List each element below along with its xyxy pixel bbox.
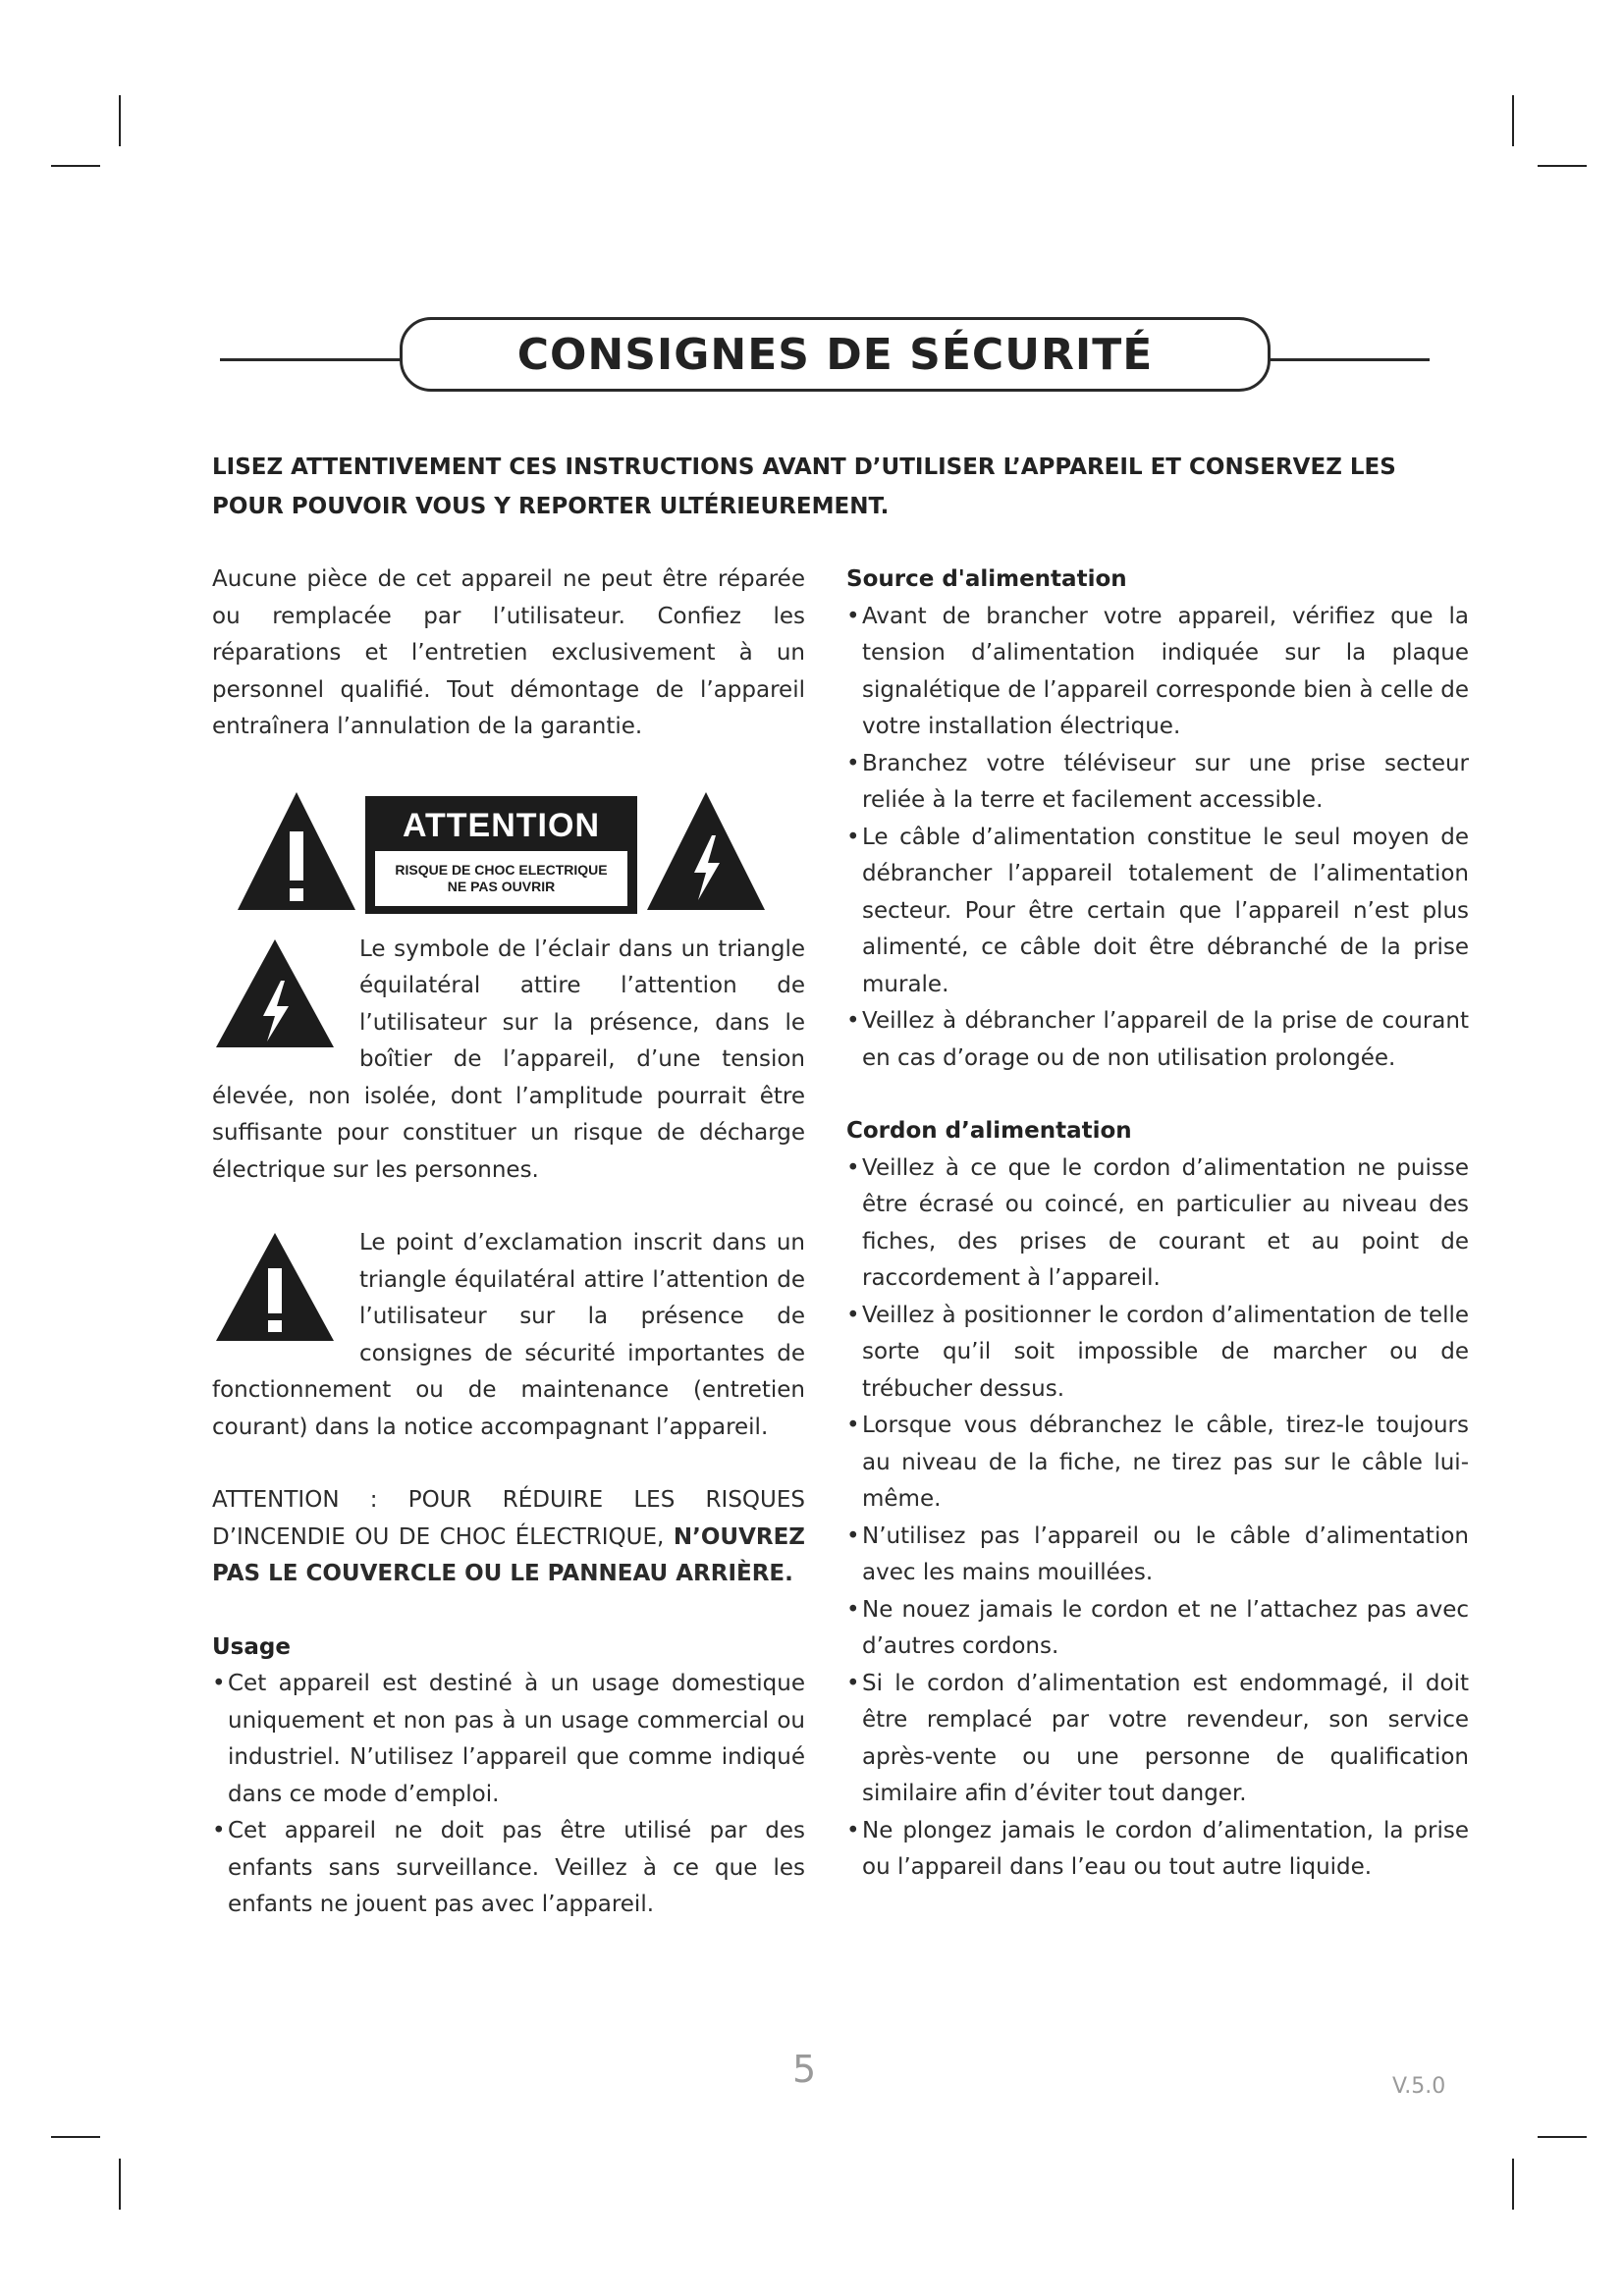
lightning-text: Le symbole de l’éclair dans un triangle équilatéral attire l’attention de l’utilisateur sur la présence, dans le boîtier de l’appareil, d’une tension élevée, non isolée, dont l’amplitude pourrait être suffisante pour constituer un risque de décharge électrique sur les personnes. — [212, 935, 805, 1183]
list-item: • Le câble d’alimentation constitue le seul moyen de débrancher l’appareil totalement de l’alimentation secteur. Pour être certain que l’appareil n’est plus alimenté, ce câble doit être débranché de la prise murale. — [846, 820, 1469, 1004]
attention-heading: ATTENTION — [402, 806, 600, 844]
list-item: • Ne nouez jamais le cordon et ne l’attachez pas avec d’autres cordons. — [846, 1592, 1469, 1666]
attention-label-row — [234, 788, 805, 914]
list-item: • Cet appareil est destiné à un usage domestique uniquement et non pas à un usage commercial ou industriel. N’utilisez l’appareil que comme indiqué dans ce mode d’emploi. — [212, 1666, 805, 1813]
crop-mark — [1512, 95, 1514, 146]
list-item: • N’utilisez pas l’appareil ou le câble d’alimentation avec les mains mouillées. — [846, 1519, 1469, 1592]
exclamation-triangle-icon — [234, 788, 359, 914]
list-item: • Si le cordon d’alimentation est endommagé, il doit être remplacé par votre revendeur, son service après-vente ou une personne de qualification similaire afin d’éviter tout danger. — [846, 1666, 1469, 1813]
list-item: • Ne plongez jamais le cordon d’alimentation, la prise ou l’appareil dans l’eau ou tout autre liquide. — [846, 1813, 1469, 1887]
list-item: • Branchez votre téléviseur sur une prise secteur reliée à la terre et facilement accessible. — [846, 746, 1469, 820]
list-item: • Veillez à positionner le cordon d’alimentation de telle sorte qu’il soit impossible de marcher ou de trébucher dessus. — [846, 1298, 1469, 1409]
crop-mark — [51, 2136, 100, 2138]
fire-warning — [212, 1482, 805, 1593]
crop-mark — [1538, 2136, 1587, 2138]
power-source-list — [846, 599, 1469, 1078]
title-rule-left — [220, 358, 402, 361]
title-rule-right — [1269, 358, 1430, 361]
crop-mark — [119, 2159, 121, 2210]
lightning-triangle-icon — [212, 937, 338, 1049]
title-banner — [400, 317, 1271, 392]
repair-paragraph: Aucune pièce de cet appareil ne peut être réparée ou remplacée par l’utilisateur. Confiez les réparations et l’entretien exclusivement à un personnel qualifié. Tout démontage de l’appareil entraînera l’annulation de la garantie. — [212, 566, 805, 739]
power-cord-heading: Cordon d’alimentation — [846, 1118, 1132, 1144]
crop-mark — [1538, 165, 1587, 167]
page-title: CONSIGNES DE SÉCURITÉ — [516, 329, 1154, 380]
right-column — [846, 561, 1469, 1887]
crop-mark — [119, 95, 121, 146]
list-item: • Veillez à débrancher l’appareil de la prise de courant en cas d’orage ou de non utilisation prolongée. — [846, 1003, 1469, 1077]
lightning-triangle-icon — [643, 788, 769, 914]
usage-heading: Usage — [212, 1633, 291, 1660]
intro-warning: LISEZ ATTENTIVEMENT CES INSTRUCTIONS AVANT D’UTILISER L’APPAREIL ET CONSERVEZ LES POUR POUVOIR VOUS Y REPORTER ULTÉRIEUREMENT. — [212, 454, 1396, 519]
lightning-explanation — [212, 932, 805, 1190]
exclamation-text: Le point d’exclamation inscrit dans un triangle équilatéral attire l’attention de l’utilisateur sur la présence de consignes de sécurité importantes de fonctionnement ou de maintenance (entretien courant) dans la notice accompagnant l’appareil. — [212, 1230, 805, 1440]
list-item: • Cet appareil ne doit pas être utilisé par des enfants sans surveillance. Veillez à ce que les enfants ne jouent pas avec l’appareil. — [212, 1813, 805, 1924]
power-source-heading: Source d'alimentation — [846, 566, 1127, 592]
usage-list — [212, 1666, 805, 1924]
list-item: • Avant de brancher votre appareil, vérifiez que la tension d’alimentation indiquée sur la plaque signalétique de l’appareil corresponde bien à celle de votre installation électrique. — [846, 599, 1469, 746]
attention-line-2: NE PAS OUVRIR — [447, 878, 556, 894]
fire-warning-text: ATTENTION : POUR RÉDUIRE LES RISQUES D’INCENDIE OU DE CHOC ÉLECTRIQUE, — [212, 1487, 805, 1550]
crop-mark — [1512, 2159, 1514, 2210]
list-item: • Veillez à ce que le cordon d’alimentation ne puisse être écrasé ou coincé, en particulier au niveau des fiches, des prises de courant et au point de raccordement à l’appareil. — [846, 1150, 1469, 1298]
left-column — [212, 561, 805, 1924]
exclamation-triangle-icon — [212, 1231, 338, 1343]
version-label: V.5.0 — [1392, 2074, 1446, 2099]
attention-panel — [375, 851, 627, 906]
crop-mark — [51, 165, 100, 167]
power-cord-list — [846, 1150, 1469, 1887]
list-item: • Lorsque vous débranchez le câble, tirez-le toujours au niveau de la fiche, ne tirez pas sur le câble lui-même. — [846, 1408, 1469, 1519]
page-number: 5 — [792, 2048, 817, 2091]
fire-warning-bold: N’OUVREZ PAS LE COUVERCLE OU LE PANNEAU ARRIÈRE. — [212, 1523, 805, 1586]
attention-label — [365, 796, 637, 914]
exclamation-explanation — [212, 1225, 805, 1446]
attention-line-1: RISQUE DE CHOC ELECTRIQUE — [395, 861, 608, 878]
